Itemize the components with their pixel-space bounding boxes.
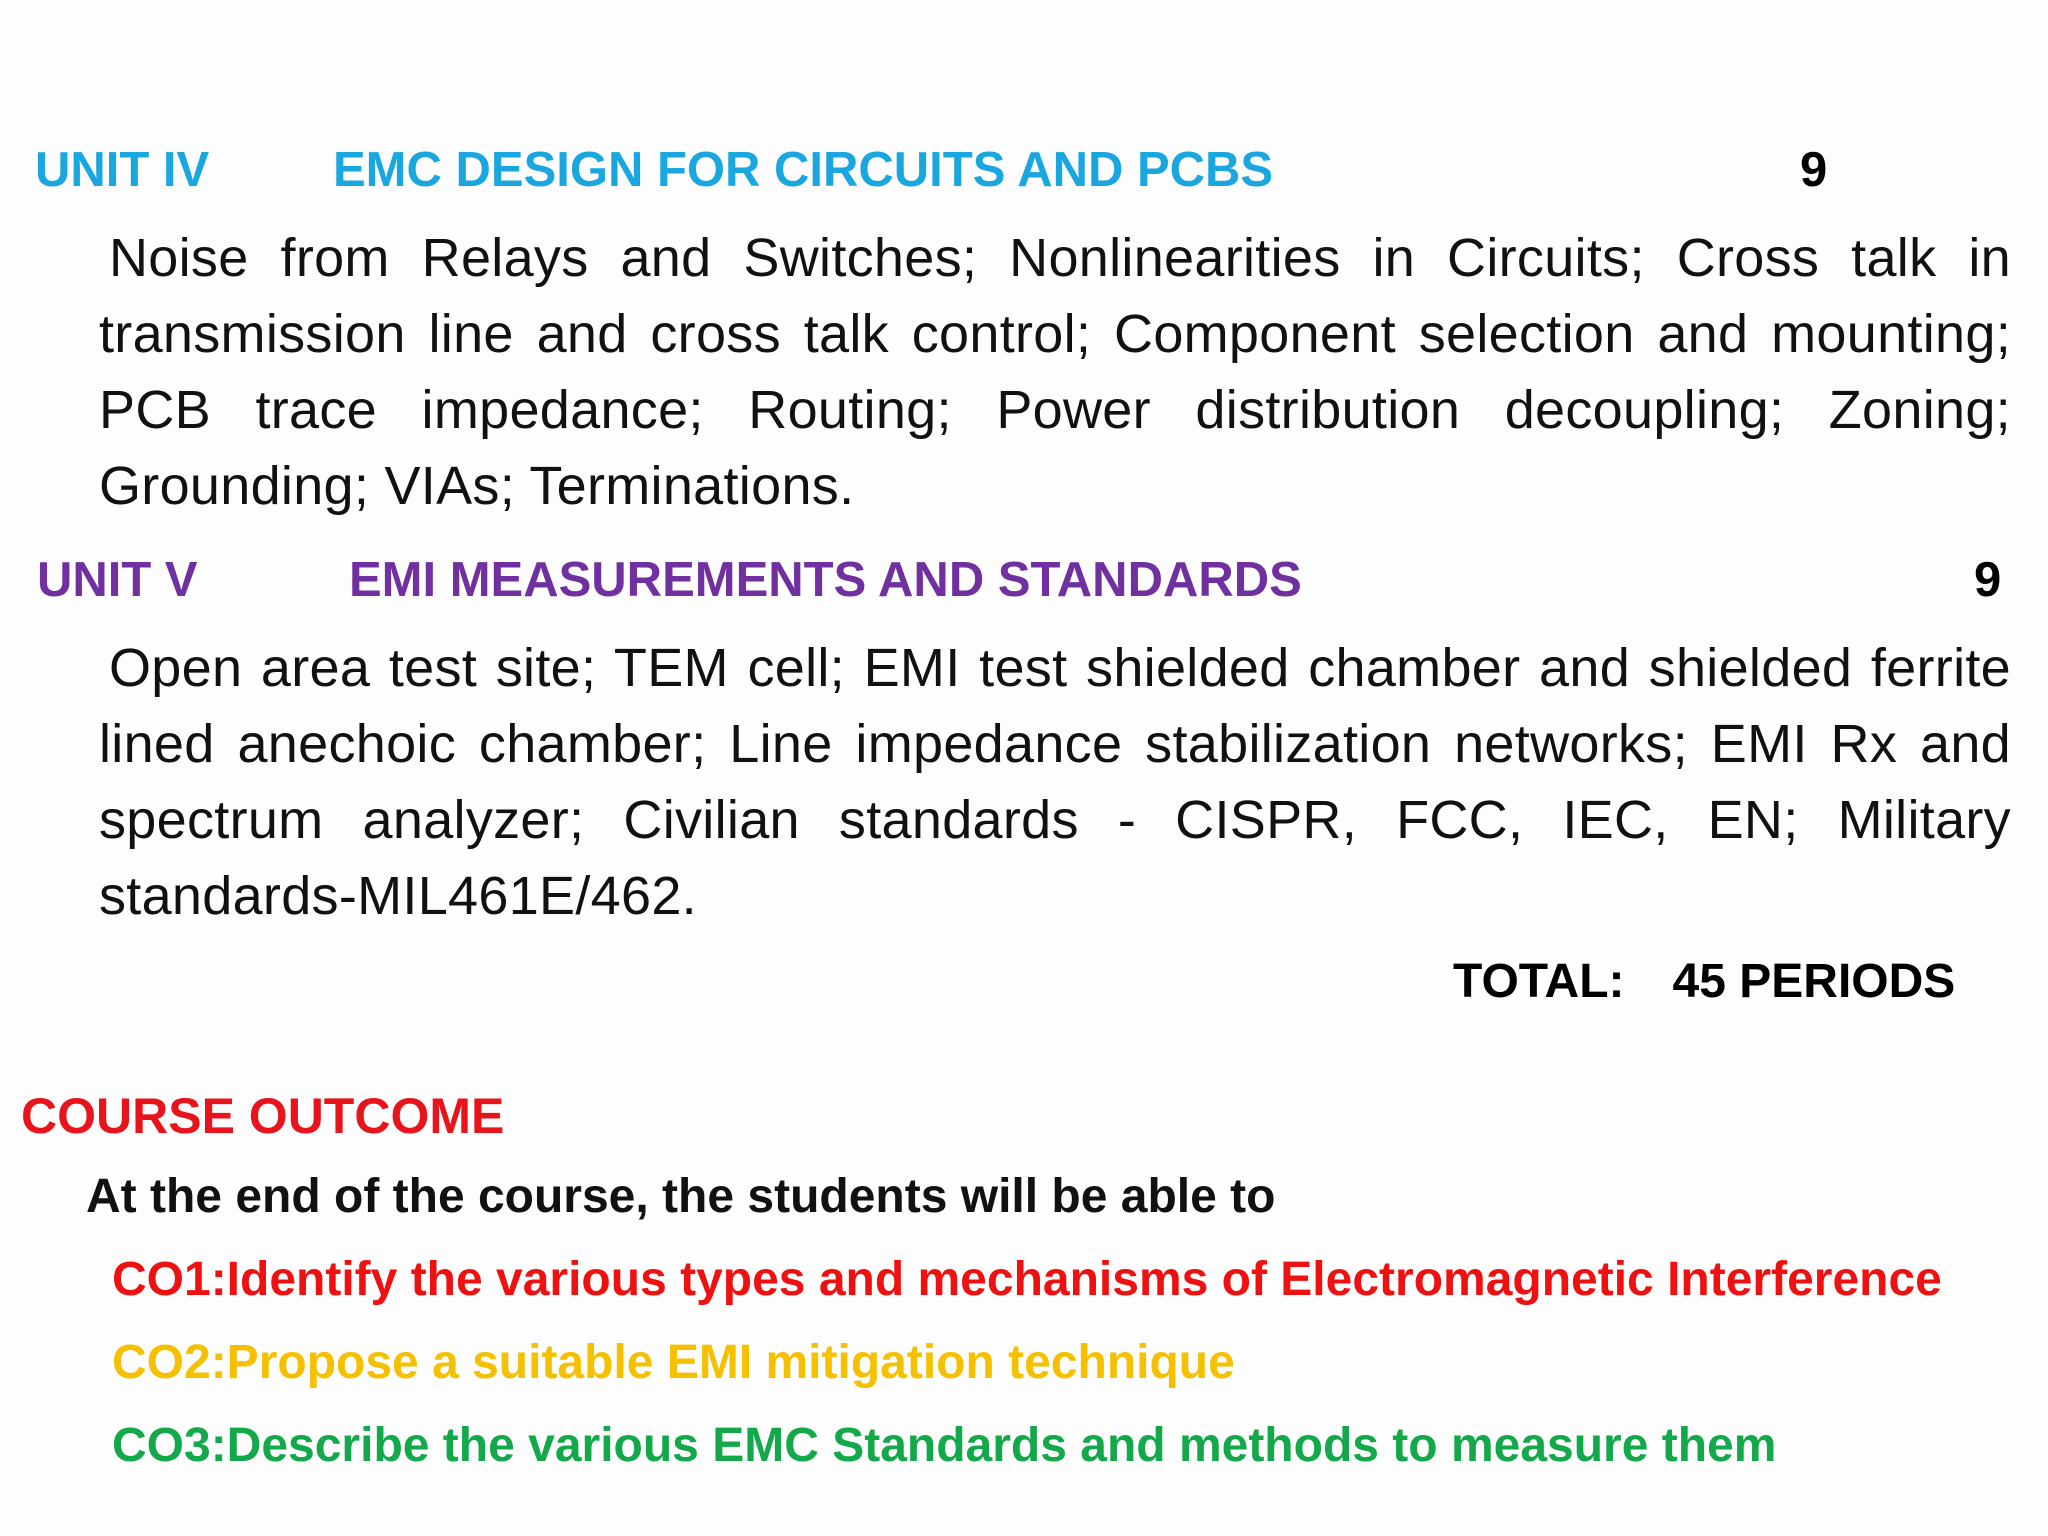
unit5-label: UNIT V — [37, 553, 198, 607]
course-outcome-intro: At the end of the course, the students will be able to — [86, 1170, 1276, 1223]
unit4-header — [35, 140, 1935, 200]
course-outcome-heading: COURSE OUTCOME — [21, 1088, 505, 1144]
total-value: 45 PERIODS — [1672, 955, 1956, 1008]
unit5-content: Open area test site; TEM cell; EMI test shielded chamber and shielded ferrite lined anechoic chamber; Line impedance stabilization networks; EMI Rx and spectrum analyzer; Civilian standards - CISPR, FCC, IEC, EN; Military standards-MIL461E/462. — [99, 638, 2011, 926]
course-outcome-item-co1: CO1:Identify the various types and mechanisms of Electromagnetic Interference — [112, 1253, 1942, 1306]
unit4-title: EMC DESIGN FOR CIRCUITS AND PCBS — [333, 143, 1274, 197]
total-label: TOTAL: — [1453, 955, 1625, 1008]
course-outcome-item-co2: CO2:Propose a suitable EMI mitigation technique — [112, 1336, 1235, 1389]
course-outcome-item-co3: CO3:Describe the various EMC Standards and methods to measure them — [112, 1419, 1777, 1472]
unit5-title: EMI MEASUREMENTS AND STANDARDS — [349, 553, 1302, 607]
unit4-content: Noise from Relays and Switches; Nonlinearities in Circuits; Cross talk in transmission line and cross talk control; Component selection and mounting; PCB trace impedance; Routing; Power distribution decoupling; Zoning; Grounding; VIAs; Terminations. — [99, 228, 2011, 516]
unit5-hours: 9 — [1974, 553, 2002, 607]
unit5-header — [37, 550, 2017, 610]
total-periods — [1453, 952, 1955, 1012]
unit4-label: UNIT IV — [35, 143, 210, 197]
unit4-hours: 9 — [1800, 143, 1828, 197]
